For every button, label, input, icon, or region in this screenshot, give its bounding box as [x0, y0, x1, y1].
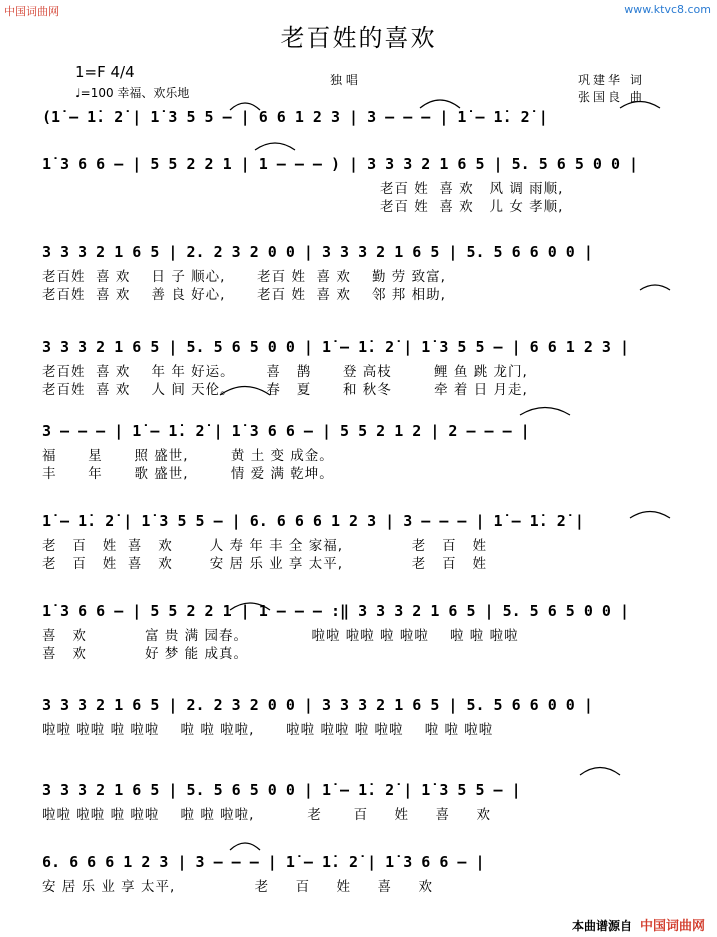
lyric-line: 老百姓 喜 欢 人 间 天伦。 春 夏 和 秋冬 牵 着 日 月走,	[42, 382, 528, 398]
lyric-line: 老百 姓 喜 欢 风 调 雨顺,	[380, 181, 564, 197]
lyric-line: 啦啦 啦啦 啦 啦啦 啦 啦 啦啦, 老 百 姓 喜 欢	[42, 807, 491, 823]
lyric-line: 老 百 姓 喜 欢 安 居 乐 业 享 太平, 老 百 姓	[42, 556, 488, 572]
watermark-right: www.ktvc8.com	[624, 3, 711, 16]
performance-type: 独 唱	[330, 73, 358, 87]
notation-line: (1̇ – 1̇. 2̇ | 1̇ 3 5 5 – | 6 6 1 2 3 | 3 – – – | 1̇ – 1̇. 2̇ |	[42, 108, 548, 126]
notation-line: 3 3 3 2 1 6 5 | 5. 5 6 5 0 0 | 1̇ – 1̇. 2̇ | 1̇ 3 5 5 – | 6 6 1 2 3 |	[42, 338, 629, 356]
key-signature: 1=F 4/4	[75, 63, 135, 81]
lyric-line: 福 星 照 盛世, 黄 土 变 成金。	[42, 448, 334, 464]
lyric-line: 老百姓 喜 欢 年 年 好运。 喜 鹊 登 高枝 鲤 鱼 跳 龙门,	[42, 364, 528, 380]
lyric-line: 啦啦 啦啦 啦 啦啦 啦 啦 啦啦, 啦啦 啦啦 啦 啦啦 啦 啦 啦啦	[42, 722, 494, 738]
lyric-line: 喜 欢 好 梦 能 成真。	[42, 646, 248, 662]
notation-line: 1̇ – 1̇. 2̇ | 1̇ 3 5 5 – | 6. 6 6 6 1 2 3 | 3 – – – | 1̇ – 1̇. 2̇ |	[42, 512, 584, 530]
watermark-left: 中国词曲网	[4, 5, 59, 18]
footer-site: 中国词曲网	[640, 919, 706, 934]
lyric-line: 丰 年 歌 盛世, 情 爱 满 乾坤。	[42, 466, 334, 482]
song-title: 老百姓的喜欢	[280, 24, 437, 52]
notation-line: 1̇ 3 6 6 – | 5 5 2 2 1 | 1 – – – :‖ 3 3 3 2 1 6 5 | 5. 5 6 5 0 0 |	[42, 602, 629, 620]
notation-line: 3 3 3 2 1 6 5 | 5. 5 6 5 0 0 | 1̇ – 1̇. 2̇ | 1̇ 3 5 5 – |	[42, 781, 521, 799]
lyric-line: 喜 欢 富 贵 满 园春。 啦啦 啦啦 啦 啦啦 啦 啦 啦啦	[42, 628, 519, 644]
notation-line: 3 3 3 2 1 6 5 | 2. 2 3 2 0 0 | 3 3 3 2 1 6 5 | 5. 5 6 6 0 0 |	[42, 243, 593, 261]
lyric-line: 老百 姓 喜 欢 儿 女 孝顺,	[380, 199, 564, 215]
lyric-line: 老百姓 喜 欢 日 子 顺心, 老百 姓 喜 欢 勤 劳 致富,	[42, 269, 446, 285]
lyric-line: 老 百 姓 喜 欢 人 寿 年 丰 全 家福, 老 百 姓	[42, 538, 488, 554]
notation-line: 1̇ 3 6 6 – | 5 5 2 2 1 | 1 – – – ) | 3 3 3 2 1 6 5 | 5. 5 6 5 0 0 |	[42, 155, 639, 173]
tempo-marking: ♩=100 幸福、欢乐地	[75, 86, 190, 100]
lyric-line: 老百姓 喜 欢 善 良 好心, 老百 姓 喜 欢 邻 邦 相助,	[42, 287, 446, 303]
footer-source: 本曲谱源自	[572, 919, 633, 933]
lyric-line: 安 居 乐 业 享 太平, 老 百 姓 喜 欢	[42, 879, 433, 895]
notation-line: 6. 6 6 6 1 2 3 | 3 – – – | 1̇ – 1̇. 2̇ | 1̇ 3 6 6 – |	[42, 853, 485, 871]
lyricist-credit: 巩建华 词	[578, 73, 645, 87]
composer-credit: 张国良 曲	[578, 90, 645, 104]
notation-line: 3 – – – | 1̇ – 1̇. 2̇ | 1̇ 3 6 6 – | 5 5 2 1 2 | 2 – – – |	[42, 422, 530, 440]
notation-line: 3 3 3 2 1 6 5 | 2. 2 3 2 0 0 | 3 3 3 2 1 6 5 | 5. 5 6 6 0 0 |	[42, 696, 593, 714]
